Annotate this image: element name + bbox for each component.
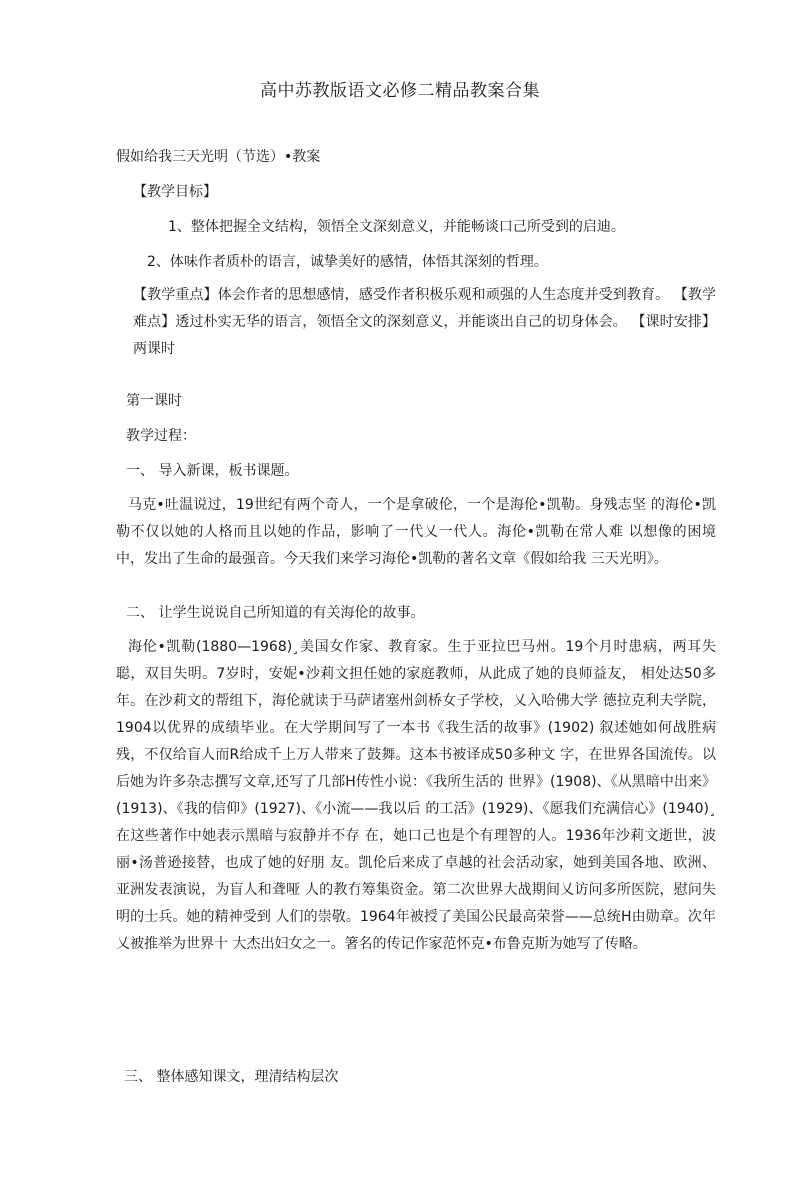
intro-paragraph: 马克•吐温说过，19世纪有两个奇人，一个是拿破伦，一个是海伦•凯勒。身残志坚 的海伦•凯勒不仅以她的人格而且以她的作品，影响了一代乂一代人。海伦•凯勒在常人难 以想像的困境中，发出了生命的最强音。今天我们来学习海伦•凯勒的著名文章《假如给我 三天光明》。 [116, 497, 716, 567]
key-points-paragraph: 【教学重点】体会作者的思想感情，感受作者积极乐观和顽强的人生态度并受到教育。 【教学难点】透过朴实无华的语言，领悟全文的深刻意义，并能谈出自己的切身体会。 【课时安排】两课时 [133, 287, 716, 357]
step-2-heading: 二、 让学生说说自己所知道的有关海伦的故事。 [126, 605, 425, 621]
biography-paragraph: 海伦•凯勒(1880—1968)¸美国女作家、教育家。生于亚拉巴马州。19个月时患病，两耳失聪，双目失明。7岁时，安妮•沙莉文担任她的家庭教师，从此成了她的良师益友， 相处达50多年。在沙莉文的帮组下，海伦就读于马萨诸塞州剑桥女子学校，乂入哈佛大学 德拉克利夫学院，1904以优界的成绩毕业。在大学期间写了一本书《我生活的故事》(1902) 叙述她如何战胜病残，不仅给盲人而R给成千上万人带来了鼓舞。这本书被译成50多种文 字，在世界各国流传。以后她为许多杂志撰写文章,还写了几部H传性小说：《我所生活的 世界》(1908)、《从黑暗中出来》(1913)、《我的信仰》(1927)、《小流——我以后 的工活》(1929)、《愿我们充满信心》(1940)¸在这些著作中她表示黑暗与寂静并不存 在，她口己也是个有理智的人。1936年沙莉文逝世，波丽•汤普逊接替，也成了她的好朋 友。凯伦后来成了卓越的社会活动家，她到美国各地、欧洲、亚洲发表演说，为盲人和聋哑 人的教冇筹集资金。第二次世界大战期间乂访问多所医院，慰问失明的士兵。她的精神受到 人们的崇敬。1964年被授了美国公民最高荣誉——总统H由勋章。次年乂被推举为世界十 大杰出妇女之一。箸名的传记作家范怀克•布鲁克斯为她写了传略。 [116, 639, 716, 952]
objectives-heading: 【教学目标】 [133, 184, 217, 200]
objective-2: 2、体味作者质朴的语言，诚挚美好的感情，体悟其深刻的哲理。 [147, 254, 548, 270]
step-1-heading: 一、 导入新课，板书课题。 [126, 463, 299, 479]
process-heading: 教学过程： [126, 428, 196, 444]
objective-1: 1、整体把握全文结构，领悟全文深刻意义，并能畅谈口己所受到的启迪。 [168, 219, 625, 235]
document-title: 高中苏教版语文必修二精品教案合集 [260, 81, 540, 101]
lesson-title: 假如给我三天光明（节选）•教案 [116, 149, 321, 165]
first-lesson-heading: 第一课时 [126, 393, 182, 409]
step-3-heading: 三、 整体感知课文，理清结构层次 [124, 1069, 339, 1085]
